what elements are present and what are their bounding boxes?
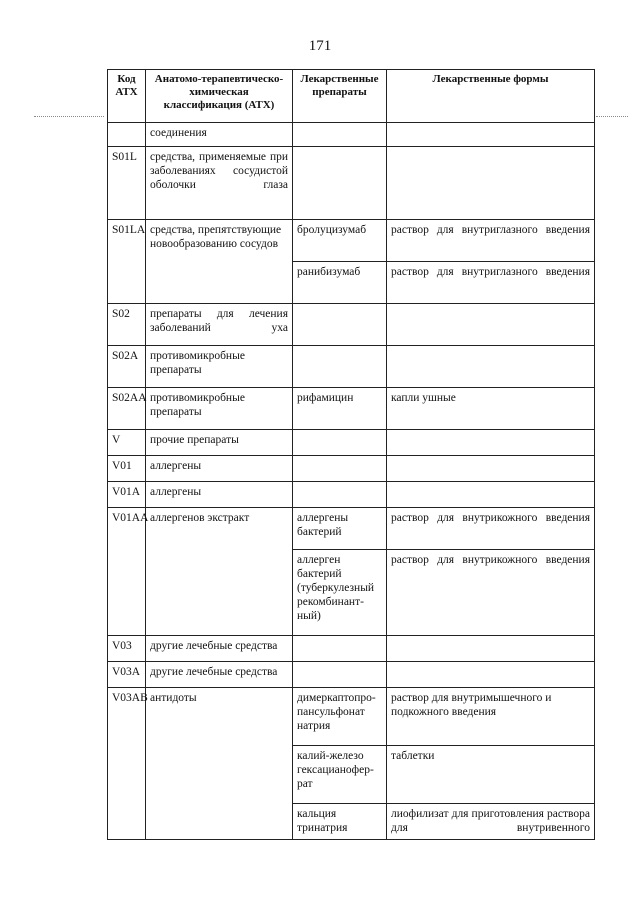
row-code: V03AB xyxy=(108,688,146,840)
row-drug xyxy=(293,456,387,482)
row-drug: калий-железо гексацианофер-рат xyxy=(293,746,387,804)
margin-mark-right xyxy=(596,116,628,117)
row-form xyxy=(387,123,595,147)
table-header-row xyxy=(108,70,595,123)
row-classification: аллергены xyxy=(146,482,293,508)
table-row xyxy=(108,430,595,456)
row-form: раствор для внутриглазного введения xyxy=(387,220,595,262)
table-row xyxy=(108,346,595,388)
row-drug: бролуцизумаб xyxy=(293,220,387,262)
row-classification: прочие препараты xyxy=(146,430,293,456)
row-form: таблетки xyxy=(387,746,595,804)
row-code: V03A xyxy=(108,662,146,688)
table-row xyxy=(108,508,595,550)
row-classification: другие лечебные средства xyxy=(146,662,293,688)
row-drug xyxy=(293,304,387,346)
table-row xyxy=(108,636,595,662)
table-row xyxy=(108,304,595,346)
row-code: S01L xyxy=(108,147,146,220)
header-code: Код АТХ xyxy=(108,70,146,123)
row-drug xyxy=(293,636,387,662)
table-row xyxy=(108,220,595,262)
row-classification: средства, препятствующие новообразованию сосудов xyxy=(146,220,293,304)
row-form: раствор для внутрикожного введения xyxy=(387,550,595,636)
row-drug: ранибизумаб xyxy=(293,262,387,304)
row-drug: димеркаптопро-пансульфонат натрия xyxy=(293,688,387,746)
row-classification: средства, применяемые при заболеваниях сосудистой оболочки глаза xyxy=(146,147,293,220)
row-drug xyxy=(293,147,387,220)
row-drug: рифамицин xyxy=(293,388,387,430)
row-form xyxy=(387,482,595,508)
row-form: капли ушные xyxy=(387,388,595,430)
row-form xyxy=(387,662,595,688)
row-code: S01LA xyxy=(108,220,146,304)
row-form: раствор для внутримышечного и подкожного введения xyxy=(387,688,595,746)
row-classification: антидоты xyxy=(146,688,293,840)
row-code: V01A xyxy=(108,482,146,508)
row-drug xyxy=(293,346,387,388)
row-classification: соединения xyxy=(146,123,293,147)
page-number: 171 xyxy=(308,38,332,54)
row-drug: аллерген бактерий (туберкулезный рекомбинант-ный) xyxy=(293,550,387,636)
table-row xyxy=(108,123,595,147)
row-drug xyxy=(293,123,387,147)
row-classification: противомикробные препараты xyxy=(146,346,293,388)
table-row xyxy=(108,482,595,508)
drug-classification-table xyxy=(107,69,595,840)
row-code xyxy=(108,123,146,147)
row-form: раствор для внутриглазного введения xyxy=(387,262,595,304)
row-form xyxy=(387,147,595,220)
row-drug xyxy=(293,662,387,688)
row-drug xyxy=(293,482,387,508)
row-code: S02 xyxy=(108,304,146,346)
table-row xyxy=(108,147,595,220)
row-code: S02AA xyxy=(108,388,146,430)
row-form: лиофилизат для приготовления раствора для внутривенного xyxy=(387,804,595,840)
header-forms: Лекарственные формы xyxy=(387,70,595,123)
row-form xyxy=(387,456,595,482)
row-code: V01AA xyxy=(108,508,146,636)
table-row xyxy=(108,456,595,482)
row-code: S02A xyxy=(108,346,146,388)
row-drug xyxy=(293,430,387,456)
table-row xyxy=(108,688,595,746)
table-row xyxy=(108,388,595,430)
table-row xyxy=(108,662,595,688)
row-form xyxy=(387,346,595,388)
row-classification: другие лечебные средства xyxy=(146,636,293,662)
row-classification: препараты для лечения заболеваний уха xyxy=(146,304,293,346)
row-form xyxy=(387,636,595,662)
header-classification: Анатомо-терапевтическо-химическая классификация (АТХ) xyxy=(146,70,293,123)
row-classification: аллергенов экстракт xyxy=(146,508,293,636)
row-form xyxy=(387,304,595,346)
header-drugs: Лекарственные препараты xyxy=(293,70,387,123)
row-classification: противомикробные препараты xyxy=(146,388,293,430)
row-code: V03 xyxy=(108,636,146,662)
row-form xyxy=(387,430,595,456)
row-code: V xyxy=(108,430,146,456)
row-code: V01 xyxy=(108,456,146,482)
margin-mark-left xyxy=(34,116,104,117)
row-classification: аллергены xyxy=(146,456,293,482)
row-form: раствор для внутрикожного введения xyxy=(387,508,595,550)
row-drug: кальция тринатрия xyxy=(293,804,387,840)
row-drug: аллергены бактерий xyxy=(293,508,387,550)
